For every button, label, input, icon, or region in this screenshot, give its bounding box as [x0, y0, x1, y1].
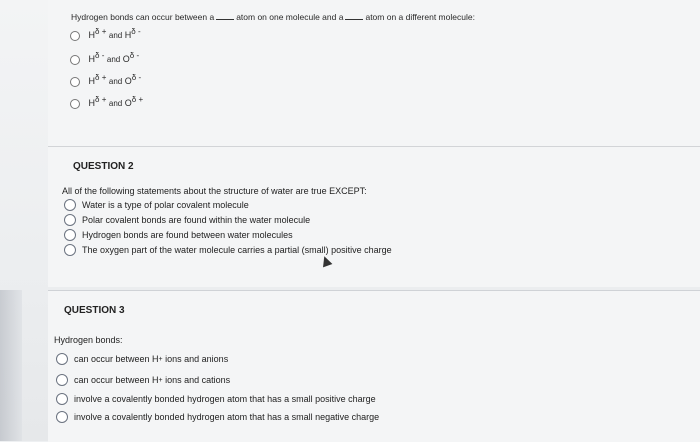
radio-button[interactable] — [56, 393, 68, 405]
question-3-option-3[interactable]: involve a covalently bonded hydrogen atom that has a small positive charge — [56, 393, 376, 405]
radio-button[interactable] — [64, 199, 76, 211]
radio-button[interactable] — [56, 353, 68, 365]
question-1-option-1[interactable]: $H^{\delta +}$ and $H^{\delta -}$ — [70, 27, 141, 41]
question-2-option-2[interactable]: Polar covalent bonds are found within the water molecule — [64, 214, 310, 226]
question-1-option-2[interactable]: $H^{\delta -}$ and $O^{\delta -}$ — [70, 51, 139, 65]
radio-button[interactable] — [70, 31, 80, 41]
radio-button[interactable] — [56, 411, 68, 423]
radio-button[interactable] — [70, 55, 80, 65]
question-2-option-3[interactable]: Hydrogen bonds are found between water molecules — [64, 229, 293, 241]
page-edge-shadow — [0, 290, 22, 441]
question-1-option-4[interactable]: $H^{\delta +}$ and $O^{\delta +}$ — [70, 95, 143, 109]
question-1-option-3[interactable]: $H^{\delta +}$ and $O^{\delta -}$ — [70, 73, 141, 87]
answer-blank-2 — [345, 19, 363, 20]
question-3-prompt: Hydrogen bonds: — [54, 335, 123, 345]
radio-button[interactable] — [70, 99, 80, 109]
question-3-option-4[interactable]: involve a covalently bonded hydrogen atom that has a small negative charge — [56, 411, 379, 423]
radio-button[interactable] — [70, 77, 80, 87]
radio-button[interactable] — [64, 229, 76, 241]
question-3-option-2[interactable]: can occur between H + ions and cations — [56, 374, 230, 386]
question-3-heading: QUESTION 3 — [64, 305, 125, 316]
radio-button[interactable] — [64, 244, 76, 256]
question-2-option-4[interactable]: The oxygen part of the water molecule carries a partial (small) positive charge — [64, 244, 392, 256]
question-1-prompt: Hydrogen bonds can occur between a atom on one molecule and a atom on a different molecule: — [71, 12, 475, 22]
radio-button[interactable] — [56, 374, 68, 386]
question-2-prompt: All of the following statements about the structure of water are true EXCEPT: — [62, 186, 367, 196]
answer-blank-1 — [216, 19, 234, 20]
question-2-option-1[interactable]: Water is a type of polar covalent molecule — [64, 199, 249, 211]
question-3-option-1[interactable]: can occur between H + ions and anions — [56, 353, 228, 365]
radio-button[interactable] — [64, 214, 76, 226]
question-2-heading: QUESTION 2 — [73, 161, 134, 172]
